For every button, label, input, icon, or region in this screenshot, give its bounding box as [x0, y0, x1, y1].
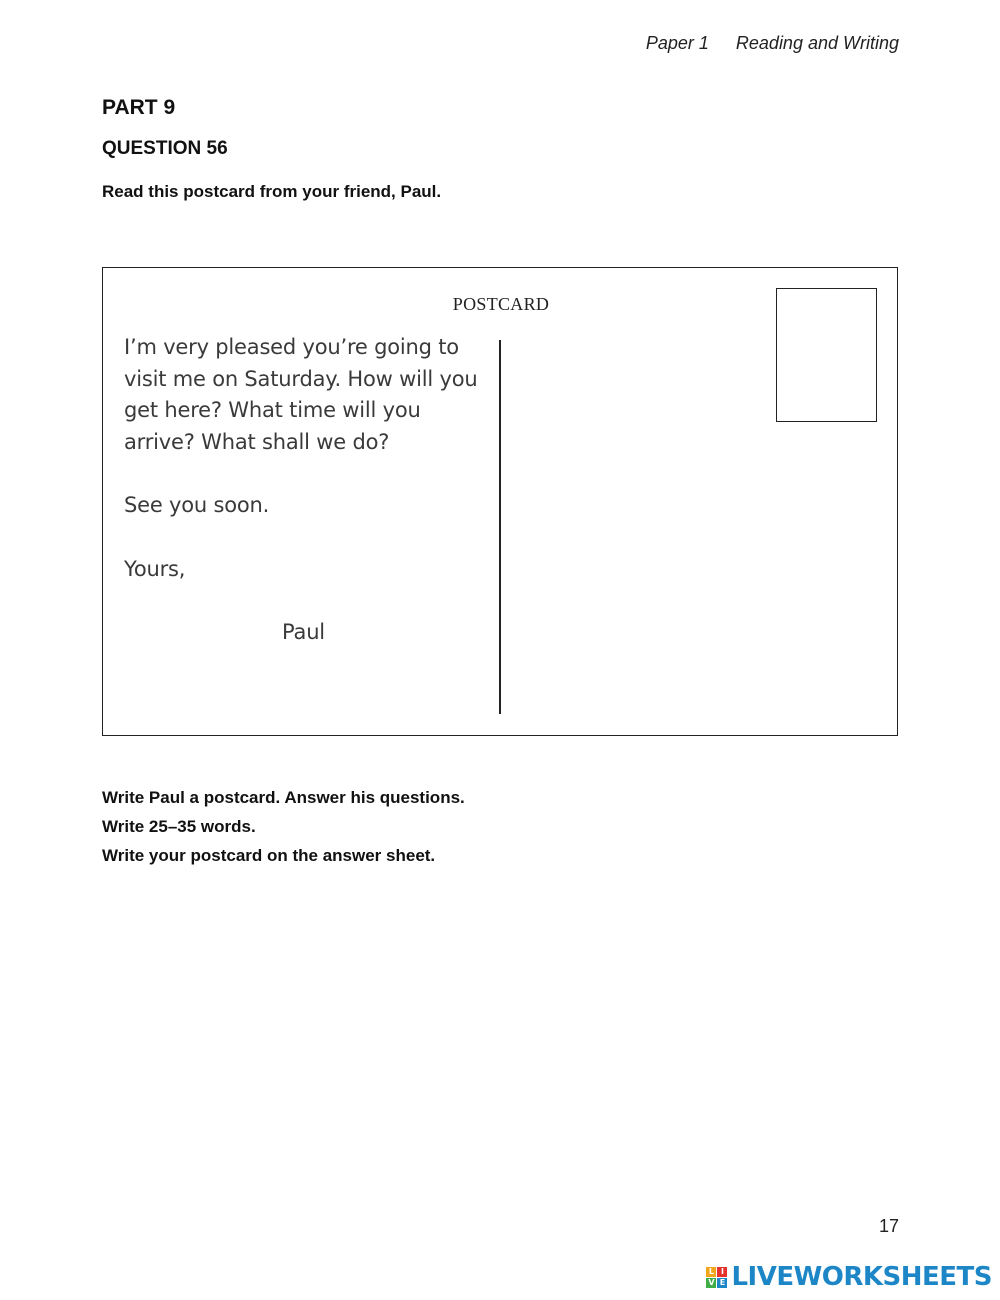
- message-line: arrive? What shall we do?: [124, 429, 390, 454]
- logo-letter: E: [717, 1278, 727, 1288]
- postcard-message: [124, 332, 494, 649]
- liveworksheets-brand[interactable]: [706, 1262, 992, 1292]
- message-line: I’m very pleased you’re going to: [124, 335, 459, 359]
- section-label: Reading and Writing: [735, 33, 899, 53]
- task-instruction: Write Paul a postcard. Answer his questions.: [102, 788, 465, 807]
- brand-name: LIVEWORKSHEETS: [731, 1262, 992, 1292]
- page-header: [646, 33, 899, 54]
- logo-letter: L: [706, 1267, 716, 1277]
- postcard: [102, 267, 898, 736]
- question-title: QUESTION 56: [102, 138, 228, 159]
- part-title: PART 9: [102, 96, 176, 119]
- task-instruction: Write your postcard on the answer sheet.: [102, 846, 436, 865]
- postcard-label: POSTCARD: [452, 294, 550, 314]
- postcard-divider: [499, 340, 501, 714]
- message-line: get here? What time will you: [124, 398, 421, 422]
- paper-label: Paper 1: [645, 33, 709, 53]
- message-signature: Paul: [282, 620, 325, 644]
- message-sign-off: Yours,: [124, 556, 186, 581]
- page-number: 17: [878, 1216, 899, 1236]
- logo-letter: V: [708, 1277, 715, 1287]
- task-instruction: Write 25–35 words.: [102, 817, 256, 836]
- message-line: visit me on Saturday. How will you: [124, 366, 478, 391]
- reading-instruction: Read this postcard from your friend, Paul.: [102, 182, 442, 201]
- stamp-box: [776, 288, 877, 422]
- message-closing: See you soon.: [124, 493, 270, 517]
- logo-letter: I: [717, 1267, 727, 1277]
- liveworksheets-logo-icon: [706, 1267, 727, 1288]
